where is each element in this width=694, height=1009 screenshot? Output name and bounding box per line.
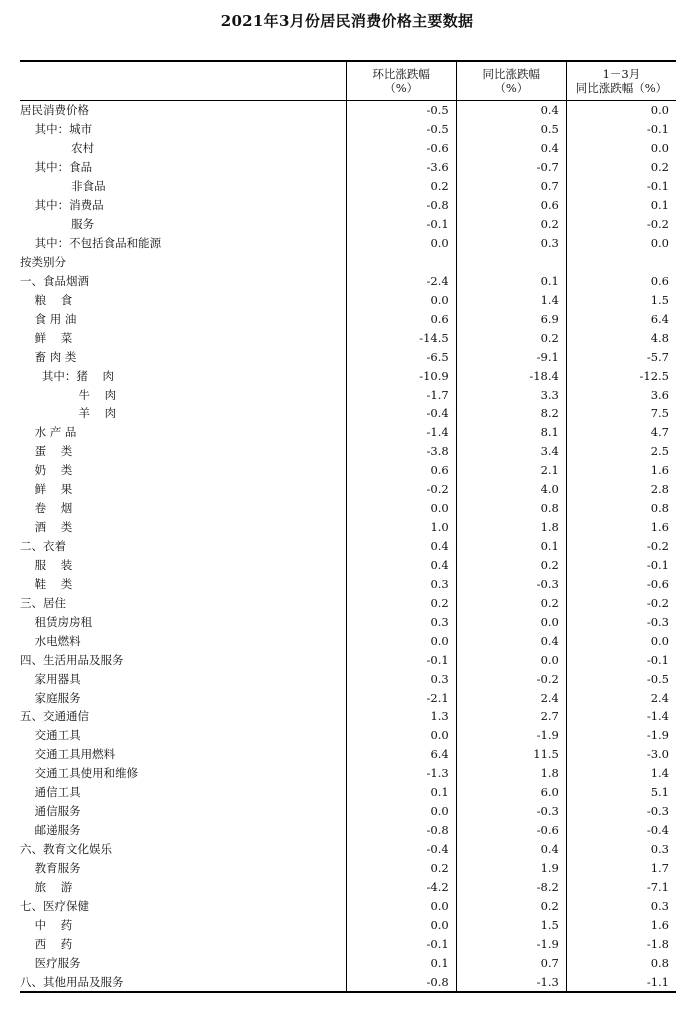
row-ytd-value: -0.3 bbox=[566, 612, 676, 631]
row-mom-value: 0.2 bbox=[346, 593, 456, 612]
row-label: 羊 肉 bbox=[20, 406, 117, 421]
row-ytd-value: 2.8 bbox=[566, 480, 676, 499]
row-yoy-value: 0.7 bbox=[456, 177, 566, 196]
row-mom-value: 0.2 bbox=[346, 859, 456, 878]
row-mom-value: -0.8 bbox=[346, 821, 456, 840]
row-ytd-value: -0.1 bbox=[566, 177, 676, 196]
table-row bbox=[20, 215, 676, 234]
row-mom-value: -0.1 bbox=[346, 215, 456, 234]
row-label: 三、居住 bbox=[20, 595, 66, 610]
table-row bbox=[20, 309, 676, 328]
table-row bbox=[20, 934, 676, 953]
row-yoy-value: 4.0 bbox=[456, 480, 566, 499]
table-row bbox=[20, 290, 676, 309]
row-mom-value: 0.4 bbox=[346, 556, 456, 575]
row-ytd-value: 0.1 bbox=[566, 196, 676, 215]
row-yoy-value: 0.1 bbox=[456, 271, 566, 290]
row-mom-value: 0.1 bbox=[346, 953, 456, 972]
row-mom-value: -1.4 bbox=[346, 423, 456, 442]
row-ytd-value: 4.8 bbox=[566, 328, 676, 347]
row-ytd-value: -0.4 bbox=[566, 821, 676, 840]
row-yoy-value: 2.7 bbox=[456, 707, 566, 726]
row-label: 一、食品烟酒 bbox=[20, 273, 89, 288]
row-yoy-value: -0.3 bbox=[456, 802, 566, 821]
row-label: 其中：不包括食品和能源 bbox=[20, 236, 162, 251]
row-label: 粮 食 bbox=[20, 292, 73, 307]
table-row bbox=[20, 877, 676, 896]
row-mom-value: -0.6 bbox=[346, 139, 456, 158]
row-label: 鲜 果 bbox=[20, 482, 73, 497]
row-label: 教育服务 bbox=[20, 860, 81, 875]
table-row bbox=[20, 574, 676, 593]
row-mom-value: -0.4 bbox=[346, 840, 456, 859]
row-ytd-value: -0.6 bbox=[566, 574, 676, 593]
row-mom-value: 0.4 bbox=[346, 537, 456, 556]
row-label: 水 产 品 bbox=[20, 425, 77, 440]
cpi-table bbox=[20, 60, 676, 993]
row-yoy-value: 0.3 bbox=[456, 234, 566, 253]
row-mom-value: 0.0 bbox=[346, 290, 456, 309]
row-yoy-value: 2.1 bbox=[456, 461, 566, 480]
row-yoy-value: 0.4 bbox=[456, 840, 566, 859]
row-ytd-value: -1.4 bbox=[566, 707, 676, 726]
row-mom-value: 0.0 bbox=[346, 499, 456, 518]
row-ytd-value: -12.5 bbox=[566, 366, 676, 385]
table-row bbox=[20, 347, 676, 366]
row-label: 西 药 bbox=[20, 936, 73, 951]
table-row bbox=[20, 423, 676, 442]
row-ytd-value: 0.8 bbox=[566, 499, 676, 518]
row-yoy-value: 0.2 bbox=[456, 215, 566, 234]
row-label: 水电燃料 bbox=[20, 633, 81, 648]
row-ytd-value: -0.1 bbox=[566, 556, 676, 575]
row-ytd-value: -0.3 bbox=[566, 802, 676, 821]
table-row bbox=[20, 802, 676, 821]
table-row bbox=[20, 631, 676, 650]
header-yoy: 同比涨跌幅 （%） bbox=[456, 61, 566, 101]
row-label: 服 装 bbox=[20, 557, 73, 572]
row-mom-value: 0.0 bbox=[346, 234, 456, 253]
row-label: 农村 bbox=[20, 141, 95, 156]
row-mom-value: -0.4 bbox=[346, 404, 456, 423]
row-yoy-value: -0.2 bbox=[456, 669, 566, 688]
row-ytd-value: 5.1 bbox=[566, 783, 676, 802]
row-yoy-value: -1.9 bbox=[456, 934, 566, 953]
row-label: 租赁房房租 bbox=[20, 614, 93, 629]
row-mom-value: -0.8 bbox=[346, 972, 456, 992]
row-mom-value: 0.1 bbox=[346, 783, 456, 802]
table-row bbox=[20, 669, 676, 688]
row-label: 服务 bbox=[20, 217, 95, 232]
row-label: 其中：猪 肉 bbox=[20, 368, 115, 383]
header-ytd: 1－3月 同比涨跌幅（%） bbox=[566, 61, 676, 101]
row-mom-value: -0.8 bbox=[346, 196, 456, 215]
row-label: 通信服务 bbox=[20, 804, 81, 819]
row-ytd-value: -0.2 bbox=[566, 593, 676, 612]
row-label: 交通工具用燃料 bbox=[20, 747, 116, 762]
row-yoy-value: 0.4 bbox=[456, 101, 566, 120]
row-mom-value: -0.2 bbox=[346, 480, 456, 499]
table-row bbox=[20, 821, 676, 840]
row-mom-value: 0.3 bbox=[346, 574, 456, 593]
page-title: 2021年3月份居民消费价格主要数据 bbox=[220, 12, 474, 30]
row-yoy-value: -0.3 bbox=[456, 574, 566, 593]
row-label: 八、其他用品及服务 bbox=[20, 972, 346, 992]
table-row bbox=[20, 442, 676, 461]
row-mom-value: 0.0 bbox=[346, 726, 456, 745]
row-mom-value: 0.0 bbox=[346, 915, 456, 934]
row-yoy-value: 1.5 bbox=[456, 915, 566, 934]
table-row bbox=[20, 461, 676, 480]
row-mom-value: 0.3 bbox=[346, 669, 456, 688]
row-ytd-value: 0.0 bbox=[566, 234, 676, 253]
row-ytd-value: 1.7 bbox=[566, 859, 676, 878]
row-yoy-value: -18.4 bbox=[456, 366, 566, 385]
row-yoy-value: -0.6 bbox=[456, 821, 566, 840]
row-mom-value: 0.0 bbox=[346, 896, 456, 915]
row-yoy-value: 1.4 bbox=[456, 290, 566, 309]
row-label: 六、教育文化娱乐 bbox=[20, 842, 112, 857]
row-yoy-value: 8.2 bbox=[456, 404, 566, 423]
row-yoy-value: 0.0 bbox=[456, 650, 566, 669]
row-yoy-value: -8.2 bbox=[456, 877, 566, 896]
row-ytd-value: 0.0 bbox=[566, 101, 676, 120]
row-yoy-value: 1.8 bbox=[456, 518, 566, 537]
row-ytd-value: 1.4 bbox=[566, 764, 676, 783]
row-ytd-value: 7.5 bbox=[566, 404, 676, 423]
row-yoy-value: 0.1 bbox=[456, 537, 566, 556]
table-row bbox=[20, 972, 676, 992]
row-ytd-value: -0.1 bbox=[566, 120, 676, 139]
row-label: 医疗服务 bbox=[20, 955, 81, 970]
row-yoy-value: 0.7 bbox=[456, 953, 566, 972]
table-row bbox=[20, 101, 676, 120]
row-ytd-value: 2.5 bbox=[566, 442, 676, 461]
row-ytd-value: 0.0 bbox=[566, 139, 676, 158]
row-ytd-value: 0.0 bbox=[566, 631, 676, 650]
row-ytd-value: 0.3 bbox=[566, 840, 676, 859]
table-row bbox=[20, 499, 676, 518]
table-body bbox=[20, 101, 676, 993]
row-mom-value: 0.6 bbox=[346, 309, 456, 328]
table-row bbox=[20, 707, 676, 726]
row-label: 畜 肉 类 bbox=[20, 349, 77, 364]
row-label: 其中：消费品 bbox=[20, 198, 104, 213]
row-ytd-value: 2.4 bbox=[566, 688, 676, 707]
row-mom-value: -2.1 bbox=[346, 688, 456, 707]
table-row bbox=[20, 518, 676, 537]
table-row bbox=[20, 328, 676, 347]
row-label: 五、交通通信 bbox=[20, 709, 89, 724]
row-label: 家用器具 bbox=[20, 671, 81, 686]
row-label: 邮递服务 bbox=[20, 823, 81, 838]
row-ytd-value: -5.7 bbox=[566, 347, 676, 366]
row-mom-value: -3.6 bbox=[346, 158, 456, 177]
table-row bbox=[20, 177, 676, 196]
row-ytd-value: 0.3 bbox=[566, 896, 676, 915]
table-row bbox=[20, 783, 676, 802]
row-ytd-value: 0.8 bbox=[566, 953, 676, 972]
row-label: 按类别分 bbox=[20, 254, 66, 269]
row-ytd-value: 0.6 bbox=[566, 271, 676, 290]
row-label: 蛋 类 bbox=[20, 444, 73, 459]
row-label: 家庭服务 bbox=[20, 690, 81, 705]
row-mom-value bbox=[346, 253, 456, 272]
table-row bbox=[20, 915, 676, 934]
row-ytd-value: -1.8 bbox=[566, 934, 676, 953]
row-mom-value: 1.0 bbox=[346, 518, 456, 537]
row-yoy-value: -0.7 bbox=[456, 158, 566, 177]
row-yoy-value: 0.4 bbox=[456, 631, 566, 650]
table-row bbox=[20, 859, 676, 878]
row-label: 交通工具 bbox=[20, 728, 81, 743]
row-label: 二、衣着 bbox=[20, 539, 66, 554]
row-mom-value: 0.6 bbox=[346, 461, 456, 480]
row-label: 其中：城市 bbox=[20, 122, 93, 137]
row-label: 旅 游 bbox=[20, 879, 73, 894]
row-ytd-value: -1.9 bbox=[566, 726, 676, 745]
row-mom-value: 0.2 bbox=[346, 177, 456, 196]
row-label: 其中：食品 bbox=[20, 160, 93, 175]
row-yoy-value: 0.2 bbox=[456, 328, 566, 347]
table-row bbox=[20, 593, 676, 612]
row-label: 卷 烟 bbox=[20, 501, 73, 516]
row-yoy-value: 2.4 bbox=[456, 688, 566, 707]
table-row bbox=[20, 120, 676, 139]
table-row bbox=[20, 840, 676, 859]
row-yoy-value: 8.1 bbox=[456, 423, 566, 442]
table-row bbox=[20, 234, 676, 253]
row-mom-value: -0.5 bbox=[346, 101, 456, 120]
row-label: 交通工具使用和维修 bbox=[20, 766, 139, 781]
row-ytd-value: 3.6 bbox=[566, 385, 676, 404]
row-mom-value: 0.0 bbox=[346, 802, 456, 821]
row-mom-value: 0.3 bbox=[346, 612, 456, 631]
row-mom-value: -0.1 bbox=[346, 934, 456, 953]
row-yoy-value: 11.5 bbox=[456, 745, 566, 764]
table-row bbox=[20, 764, 676, 783]
row-ytd-value: 1.6 bbox=[566, 461, 676, 480]
row-label: 鞋 类 bbox=[20, 576, 73, 591]
table-row bbox=[20, 139, 676, 158]
row-ytd-value: 1.5 bbox=[566, 290, 676, 309]
row-mom-value: 1.3 bbox=[346, 707, 456, 726]
row-label: 食 用 油 bbox=[20, 311, 77, 326]
row-yoy-value: 0.8 bbox=[456, 499, 566, 518]
row-ytd-value: -3.0 bbox=[566, 745, 676, 764]
row-yoy-value: 0.6 bbox=[456, 196, 566, 215]
row-mom-value: 6.4 bbox=[346, 745, 456, 764]
row-yoy-value: 1.8 bbox=[456, 764, 566, 783]
row-label: 鲜 菜 bbox=[20, 330, 73, 345]
row-mom-value: -10.9 bbox=[346, 366, 456, 385]
row-ytd-value: -0.5 bbox=[566, 669, 676, 688]
header-mom: 环比涨跌幅 （%） bbox=[346, 61, 456, 101]
row-mom-value: -14.5 bbox=[346, 328, 456, 347]
row-ytd-value: 1.6 bbox=[566, 915, 676, 934]
row-yoy-value: 6.0 bbox=[456, 783, 566, 802]
row-ytd-value: -7.1 bbox=[566, 877, 676, 896]
row-yoy-value: -1.9 bbox=[456, 726, 566, 745]
table-row bbox=[20, 745, 676, 764]
row-ytd-value bbox=[566, 253, 676, 272]
table-row bbox=[20, 726, 676, 745]
table-row bbox=[20, 953, 676, 972]
table-row bbox=[20, 196, 676, 215]
row-yoy-value: 6.9 bbox=[456, 309, 566, 328]
row-mom-value: -2.4 bbox=[346, 271, 456, 290]
header-label-column bbox=[20, 61, 346, 101]
row-yoy-value: -1.3 bbox=[456, 972, 566, 992]
row-yoy-value bbox=[456, 253, 566, 272]
row-mom-value: -6.5 bbox=[346, 347, 456, 366]
row-yoy-value: 0.2 bbox=[456, 593, 566, 612]
table-row bbox=[20, 650, 676, 669]
row-ytd-value: -0.2 bbox=[566, 537, 676, 556]
row-label: 奶 类 bbox=[20, 463, 73, 478]
row-mom-value: -0.1 bbox=[346, 650, 456, 669]
table-header bbox=[20, 61, 676, 101]
table-row bbox=[20, 480, 676, 499]
row-label: 中 药 bbox=[20, 917, 73, 932]
row-mom-value: 0.0 bbox=[346, 631, 456, 650]
row-ytd-value: 4.7 bbox=[566, 423, 676, 442]
row-yoy-value: 0.2 bbox=[456, 896, 566, 915]
table-row bbox=[20, 271, 676, 290]
row-yoy-value: 1.9 bbox=[456, 859, 566, 878]
row-label: 四、生活用品及服务 bbox=[20, 652, 124, 667]
row-yoy-value: 0.5 bbox=[456, 120, 566, 139]
table-row bbox=[20, 896, 676, 915]
row-ytd-value: 6.4 bbox=[566, 309, 676, 328]
row-label: 居民消费价格 bbox=[20, 103, 89, 118]
row-yoy-value: 0.2 bbox=[456, 556, 566, 575]
table-row bbox=[20, 537, 676, 556]
row-mom-value: -0.5 bbox=[346, 120, 456, 139]
row-yoy-value: 0.0 bbox=[456, 612, 566, 631]
row-label: 非食品 bbox=[20, 179, 106, 194]
row-ytd-value: 0.2 bbox=[566, 158, 676, 177]
table-row bbox=[20, 253, 676, 272]
table-row bbox=[20, 556, 676, 575]
row-yoy-value: 3.4 bbox=[456, 442, 566, 461]
row-mom-value: -4.2 bbox=[346, 877, 456, 896]
row-ytd-value: -0.1 bbox=[566, 650, 676, 669]
table-row bbox=[20, 385, 676, 404]
row-yoy-value: 0.4 bbox=[456, 139, 566, 158]
table-row bbox=[20, 404, 676, 423]
table-row bbox=[20, 158, 676, 177]
table-row bbox=[20, 688, 676, 707]
table-row bbox=[20, 612, 676, 631]
row-mom-value: -3.8 bbox=[346, 442, 456, 461]
row-mom-value: -1.3 bbox=[346, 764, 456, 783]
row-ytd-value: -1.1 bbox=[566, 972, 676, 992]
row-ytd-value: 1.6 bbox=[566, 518, 676, 537]
table-row bbox=[20, 366, 676, 385]
row-ytd-value: -0.2 bbox=[566, 215, 676, 234]
row-label: 通信工具 bbox=[20, 785, 81, 800]
row-mom-value: -1.7 bbox=[346, 385, 456, 404]
row-yoy-value: 3.3 bbox=[456, 385, 566, 404]
row-label: 酒 类 bbox=[20, 520, 73, 535]
row-label: 七、医疗保健 bbox=[20, 898, 89, 913]
row-yoy-value: -9.1 bbox=[456, 347, 566, 366]
row-label: 牛 肉 bbox=[20, 387, 117, 402]
